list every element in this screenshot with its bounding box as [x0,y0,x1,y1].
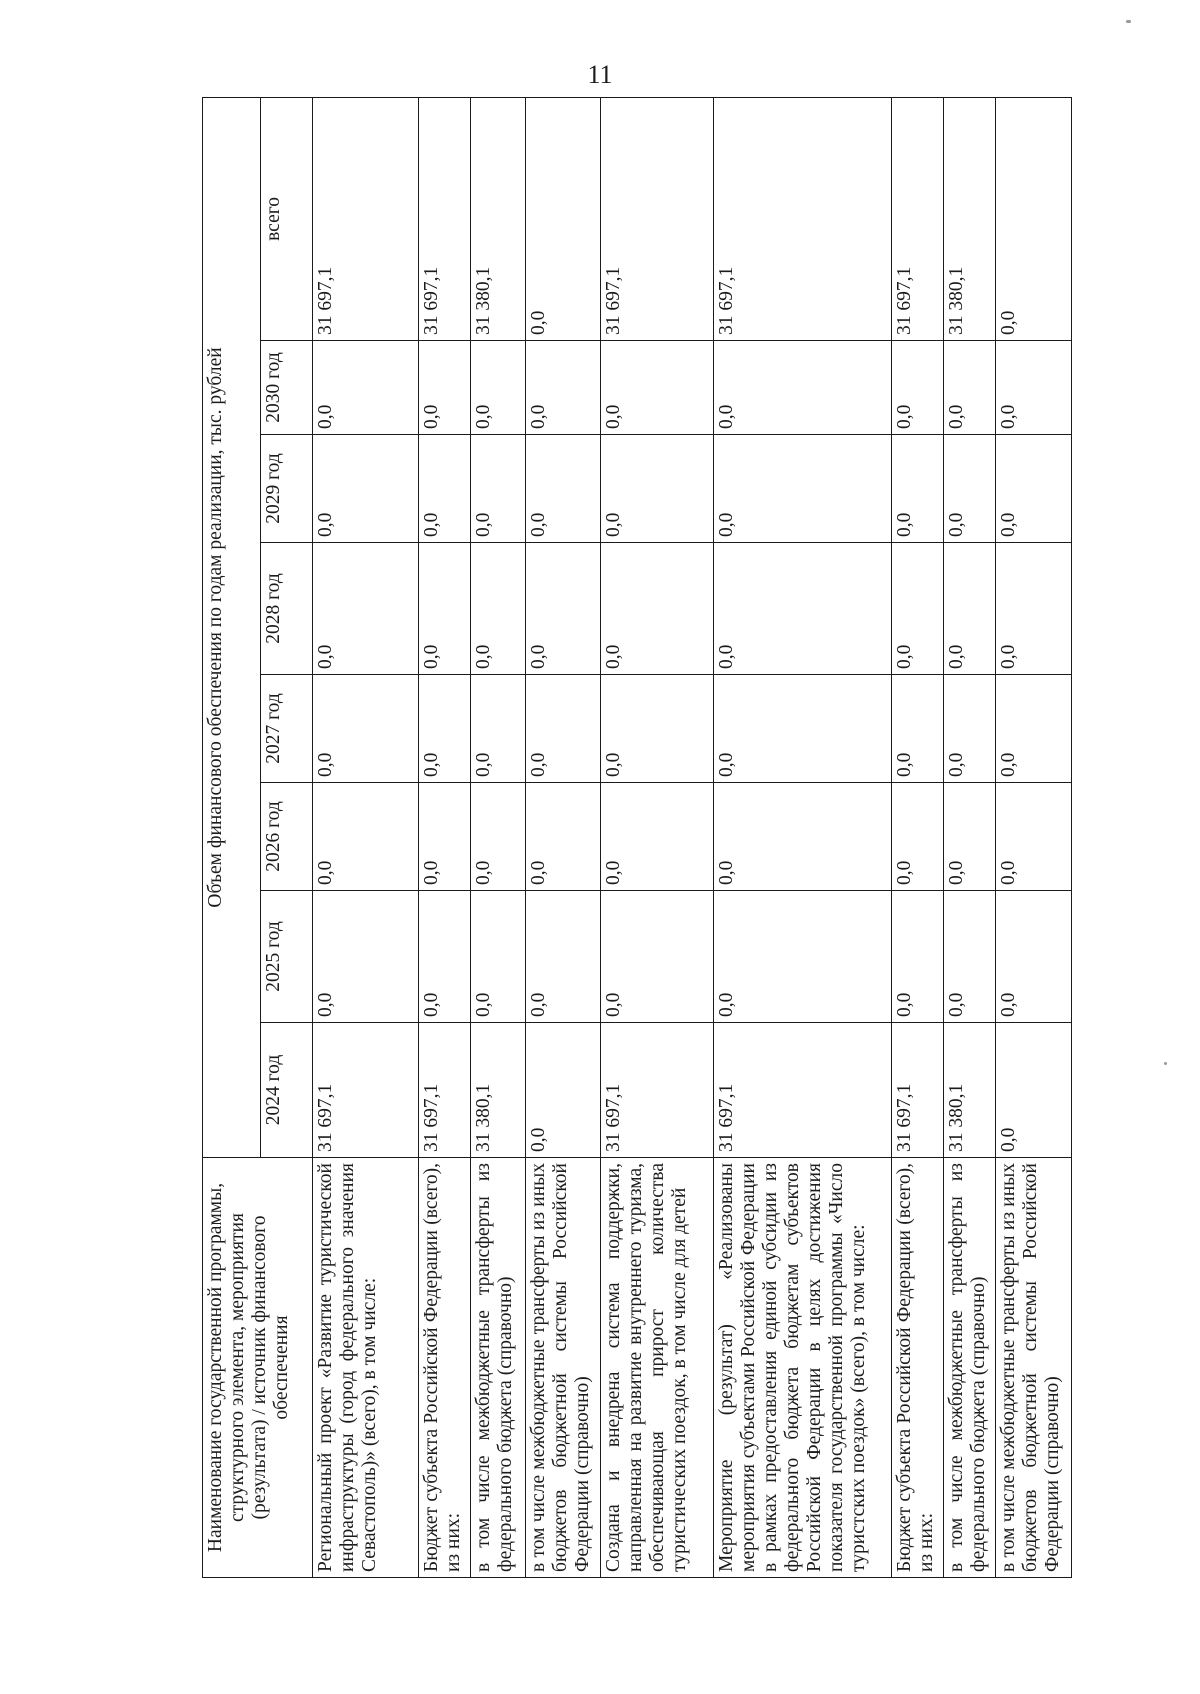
row-value-cell: 0,0 [313,675,419,783]
header-year: 2029 год [261,435,313,543]
row-value-cell: 0,0 [943,341,995,435]
row-value-cell: 0,0 [526,341,601,435]
row-value-cell: 0,0 [713,341,891,435]
row-value-cell: 0,0 [526,675,601,783]
header-row-group [203,97,261,1577]
header-total: всего [261,97,313,340]
row-value-cell: 0,0 [713,891,891,1023]
row-name-cell: Мероприятие (результат) «Реализованы мероприятия субъектами Российской Федерации в рамках предоставления единой субсидии из федерального бюджета бюджетам субъектов Российской Федерации в целях достижения показателя государственной программы «Число туристских поездок» (всего), в том числе: [713,1158,891,1578]
row-value-cell: 0,0 [470,783,525,891]
row-value-cell: 31 697,1 [713,1023,891,1158]
row-value-cell: 0,0 [419,341,471,435]
row-total-cell: 31 697,1 [313,97,419,340]
row-value-cell: 0,0 [943,675,995,783]
row-total-cell: 0,0 [526,97,601,340]
row-value-cell: 0,0 [419,435,471,543]
row-value-cell: 0,0 [470,891,525,1023]
table-row [995,97,1071,1577]
row-total-cell: 0,0 [995,97,1071,340]
rotated-table-container [202,98,1072,1578]
row-value-cell: 0,0 [601,783,713,891]
header-year: 2027 год [261,675,313,783]
row-name-cell: Бюджет субъекта Российской Федерации (всего), из них: [891,1158,943,1578]
row-value-cell: 0,0 [526,891,601,1023]
row-value-cell: 0,0 [601,891,713,1023]
row-value-cell: 0,0 [943,435,995,543]
row-value-cell: 0,0 [419,675,471,783]
table-row [601,97,713,1577]
row-total-cell: 31 380,1 [943,97,995,340]
row-value-cell: 0,0 [470,675,525,783]
row-value-cell: 31 697,1 [313,1023,419,1158]
row-value-cell: 0,0 [943,543,995,675]
table-row [313,97,419,1577]
row-value-cell: 0,0 [713,675,891,783]
row-value-cell: 0,0 [891,543,943,675]
row-name-cell: в том числе межбюджетные трансферты из федерального бюджета (справочно) [943,1158,995,1578]
row-value-cell: 0,0 [943,891,995,1023]
scan-dust-mark [1164,1062,1167,1065]
row-value-cell: 0,0 [995,341,1071,435]
row-name-cell: в том числе межбюджетные трансферты из иных бюджетов бюджетной системы Российской Федерации (справочно) [995,1158,1071,1578]
row-value-cell: 0,0 [713,543,891,675]
row-name-cell: Создана и внедрена система поддержки, направленная на развитие внутреннего туризма, обеспечивающая прирост количества туристических поездок, в том числе для детей [601,1158,713,1578]
row-value-cell: 0,0 [419,543,471,675]
row-value-cell: 0,0 [943,783,995,891]
row-name-cell: Региональный проект «Развитие туристической инфраструктуры (город федерального значения Севастополь)» (всего), в том числе: [313,1158,419,1578]
table-row [891,97,943,1577]
row-value-cell: 0,0 [313,891,419,1023]
row-value-cell: 0,0 [313,783,419,891]
row-value-cell: 0,0 [995,891,1071,1023]
row-value-cell: 0,0 [891,435,943,543]
row-value-cell: 31 380,1 [470,1023,525,1158]
row-value-cell: 0,0 [526,435,601,543]
row-value-cell: 0,0 [995,783,1071,891]
row-total-cell: 31 697,1 [419,97,471,340]
row-value-cell: 0,0 [713,435,891,543]
row-total-cell: 31 380,1 [470,97,525,340]
row-value-cell: 0,0 [601,543,713,675]
row-value-cell: 31 697,1 [891,1023,943,1158]
row-value-cell: 0,0 [526,543,601,675]
header-year: 2026 год [261,783,313,891]
row-value-cell: 0,0 [470,435,525,543]
table-row [943,97,995,1577]
table-row [470,97,525,1577]
row-value-cell: 0,0 [995,435,1071,543]
row-value-cell: 0,0 [601,341,713,435]
row-value-cell: 0,0 [419,891,471,1023]
row-total-cell: 31 697,1 [891,97,943,340]
row-name-cell: Бюджет субъекта Российской Федерации (всего), из них: [419,1158,471,1578]
row-value-cell: 0,0 [526,1023,601,1158]
row-value-cell: 0,0 [891,783,943,891]
page-number: 11 [587,60,613,89]
row-value-cell: 31 697,1 [601,1023,713,1158]
row-value-cell: 0,0 [419,783,471,891]
row-name-cell: в том числе межбюджетные трансферты из иных бюджетов бюджетной системы Российской Федерации (справочно) [526,1158,601,1578]
row-value-cell: 0,0 [713,783,891,891]
row-value-cell: 0,0 [470,543,525,675]
header-year: 2024 год [261,1023,313,1158]
table-row [526,97,601,1577]
row-value-cell: 0,0 [995,543,1071,675]
row-value-cell: 0,0 [891,341,943,435]
scan-dust-mark [1126,20,1131,23]
header-year: 2028 год [261,543,313,675]
row-value-cell: 0,0 [891,675,943,783]
row-total-cell: 31 697,1 [601,97,713,340]
row-value-cell: 0,0 [313,435,419,543]
table-row [419,97,471,1577]
header-volume-group: Объем финансового обеспечения по годам реализации, тыс. рублей [203,97,261,1157]
table-row [713,97,891,1577]
row-name-cell: в том числе межбюджетные трансферты из федерального бюджета (справочно) [470,1158,525,1578]
row-value-cell: 0,0 [470,341,525,435]
row-value-cell: 0,0 [313,341,419,435]
row-value-cell: 0,0 [601,675,713,783]
header-name-column: Наименование государственной программы, структурного элемента, мероприятия (результата) / источник финансового обеспечения [203,1158,313,1578]
row-value-cell: 0,0 [601,435,713,543]
row-value-cell: 0,0 [526,783,601,891]
row-value-cell: 31 380,1 [943,1023,995,1158]
row-value-cell: 0,0 [313,543,419,675]
row-value-cell: 31 697,1 [419,1023,471,1158]
header-year: 2030 год [261,341,313,435]
row-value-cell: 0,0 [995,675,1071,783]
row-value-cell: 0,0 [995,1023,1071,1158]
financing-table [202,97,1072,1578]
row-total-cell: 31 697,1 [713,97,891,340]
header-year: 2025 год [261,891,313,1023]
row-value-cell: 0,0 [891,891,943,1023]
